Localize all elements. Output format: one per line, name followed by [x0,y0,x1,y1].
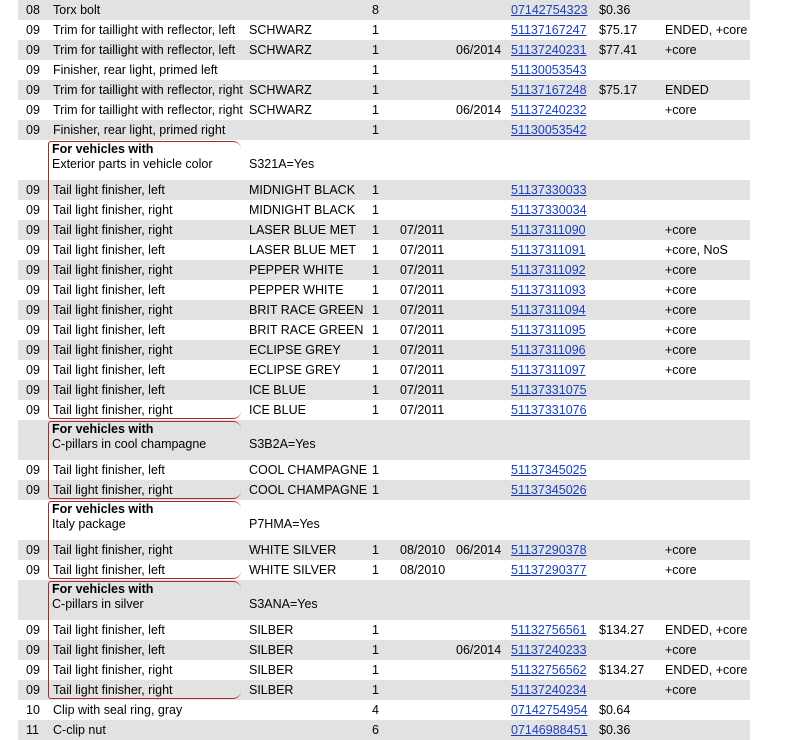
part-notes: +core [665,283,697,297]
table-row [18,220,750,240]
part-quantity: 1 [372,643,379,657]
table-row [18,680,750,700]
production-from: 07/2011 [400,263,445,277]
part-description: Tail light finisher, right [53,223,173,237]
table-row [18,660,750,680]
part-price: $75.17 [599,83,638,97]
part-color: WHITE SILVER [249,563,337,577]
part-quantity: 1 [372,83,379,97]
table-row [18,460,750,480]
part-quantity: 1 [372,683,379,697]
part-quantity: 1 [372,623,379,637]
part-number-link[interactable]: 51137311090 [511,223,586,237]
part-quantity: 1 [372,663,379,677]
part-quantity: 1 [372,463,379,477]
part-description: Tail light finisher, right [53,203,173,217]
part-notes: +core [665,323,697,337]
part-number-link[interactable]: 51137167247 [511,23,587,37]
item-number: 09 [26,23,40,37]
part-quantity: 1 [372,43,379,57]
part-description: Tail light finisher, right [53,263,173,277]
table-row [18,20,750,40]
group-header-title: For vehicles with [52,422,154,436]
production-from: 07/2011 [400,243,445,257]
table-row [18,40,750,60]
table-row [18,300,750,320]
part-number-link[interactable]: 51137290378 [511,543,587,557]
item-number: 09 [26,683,40,697]
part-notes: +core [665,563,697,577]
part-number-link[interactable]: 51130053542 [511,123,587,137]
part-description: Tail light finisher, right [53,303,173,317]
group-header-condition: Italy package [52,517,126,531]
table-row [18,80,750,100]
table-row [18,620,750,640]
part-description: Torx bolt [53,3,101,17]
part-notes: +core [665,343,697,357]
part-notes: ENDED, +core [665,663,748,677]
group-header-title: For vehicles with [52,142,154,156]
table-row [18,120,750,140]
production-from: 07/2011 [400,303,445,317]
item-number: 09 [26,183,40,197]
part-quantity: 1 [372,203,379,217]
part-quantity: 1 [372,543,379,557]
item-number: 09 [26,383,40,397]
production-from: 07/2011 [400,283,445,297]
part-description: Tail light finisher, left [53,363,165,377]
part-quantity: 4 [372,703,379,717]
item-number: 09 [26,303,40,317]
table-row [18,560,750,580]
part-description: Trim for taillight with reflector, left [53,23,236,37]
part-quantity: 1 [372,303,379,317]
part-description: Tail light finisher, right [53,683,173,697]
item-number: 09 [26,83,40,97]
part-color: MIDNIGHT BLACK [249,203,356,217]
table-row [18,100,750,120]
part-quantity: 6 [372,723,379,737]
part-number-link[interactable]: 51137311091 [511,243,586,257]
part-number-link[interactable]: 07146988451 [511,723,588,737]
item-number: 09 [26,643,40,657]
item-number: 09 [26,43,40,57]
part-description: Tail light finisher, left [53,183,165,197]
part-color: SILBER [249,623,294,637]
part-description: Trim for taillight with reflector, right [53,83,243,97]
table-row [18,180,750,200]
table-row [18,640,750,660]
part-number-link[interactable]: 51137290377 [511,563,587,577]
part-color: ICE BLUE [249,383,306,397]
item-number: 09 [26,403,40,417]
part-number-link[interactable]: 51137311097 [511,363,586,377]
part-quantity: 1 [372,343,379,357]
part-quantity: 1 [372,23,379,37]
part-color: MIDNIGHT BLACK [249,183,356,197]
item-number: 09 [26,123,40,137]
part-number-link[interactable]: 51137331075 [511,383,587,397]
production-from: 07/2011 [400,343,445,357]
production-from: 07/2011 [400,323,445,337]
part-number-link[interactable]: 51137330034 [511,203,587,217]
part-price: $75.17 [599,23,638,37]
part-price: $77.41 [599,43,638,57]
group-header-condition: C-pillars in cool champagne [52,437,207,451]
part-quantity: 1 [372,223,379,237]
part-description: Tail light finisher, left [53,383,165,397]
parts-table [18,0,750,740]
part-number-link[interactable]: 51137311094 [511,303,586,317]
part-notes: +core [665,303,697,317]
item-number: 10 [26,703,40,717]
table-row [18,480,750,500]
production-from: 07/2011 [400,383,445,397]
part-quantity: 1 [372,263,379,277]
group-header-title: For vehicles with [52,502,154,516]
part-color: SILBER [249,683,294,697]
table-row [18,540,750,560]
group-header-option-code: P7HMA=Yes [249,517,320,531]
part-description: Tail light finisher, right [53,543,173,557]
part-notes: ENDED, +core [665,623,748,637]
group-header-option-code: S3ANA=Yes [249,597,318,611]
part-quantity: 1 [372,283,379,297]
part-color: SCHWARZ [249,103,312,117]
part-price: $134.27 [599,623,645,637]
table-row [18,320,750,340]
part-notes: +core [665,43,697,57]
part-number-link[interactable]: 51137311092 [511,263,586,277]
item-number: 09 [26,223,40,237]
part-color: PEPPER WHITE [249,263,344,277]
part-description: Tail light finisher, right [53,663,173,677]
item-number: 09 [26,623,40,637]
part-description: Finisher, rear light, primed left [53,63,218,77]
part-color: SCHWARZ [249,43,312,57]
part-description: Tail light finisher, right [53,403,173,417]
part-notes: +core [665,223,697,237]
part-number-link[interactable]: 51132756562 [511,663,587,677]
part-notes: +core [665,683,697,697]
part-number-link[interactable]: 51130053543 [511,63,587,77]
table-row [18,60,750,80]
part-description: Finisher, rear light, primed right [53,123,226,137]
part-number-link[interactable]: 51137345026 [511,483,587,497]
part-number-link[interactable]: 51137167248 [511,83,587,97]
group-header-title: For vehicles with [52,582,154,596]
part-description: Trim for taillight with reflector, left [53,43,236,57]
group-header [18,420,750,460]
part-description: Tail light finisher, left [53,563,165,577]
item-number: 09 [26,243,40,257]
part-color: WHITE SILVER [249,543,337,557]
production-to: 06/2014 [456,643,502,657]
part-notes: +core [665,263,697,277]
item-number: 09 [26,543,40,557]
table-row [18,720,750,740]
part-quantity: 8 [372,3,379,17]
table-row [18,280,750,300]
table-row [18,700,750,720]
part-notes: +core [665,363,697,377]
part-quantity: 1 [372,383,379,397]
part-quantity: 1 [372,183,379,197]
part-color: SILBER [249,643,294,657]
table-row [18,240,750,260]
part-number-link[interactable]: 51137240231 [511,43,587,57]
part-color: COOL CHAMPAGNE [249,463,368,477]
part-notes: +core [665,543,697,557]
part-number-link[interactable]: 51137240233 [511,643,587,657]
part-notes: +core [665,643,697,657]
part-description: Tail light finisher, right [53,483,173,497]
part-number-link[interactable]: 51137240232 [511,103,587,117]
production-from: 07/2011 [400,363,445,377]
part-number-link[interactable]: 51137345025 [511,463,587,477]
part-price: $134.27 [599,663,645,677]
group-header [18,500,750,540]
production-from: 07/2011 [400,223,445,237]
group-header [18,580,750,620]
part-description: C-clip nut [53,723,106,737]
item-number: 09 [26,203,40,217]
group-header-option-code: S321A=Yes [249,157,315,171]
part-description: Tail light finisher, left [53,643,165,657]
part-quantity: 1 [372,103,379,117]
table-row [18,200,750,220]
part-color: COOL CHAMPAGNE [249,483,368,497]
table-row [18,400,750,420]
part-number-link[interactable]: 51137240234 [511,683,587,697]
part-quantity: 1 [372,123,379,137]
production-to: 06/2014 [456,103,502,117]
part-color: PEPPER WHITE [249,283,344,297]
part-description: Clip with seal ring, gray [53,703,183,717]
part-number-link[interactable]: 51137311096 [511,343,586,357]
part-description: Trim for taillight with reflector, right [53,103,243,117]
part-quantity: 1 [372,483,379,497]
part-description: Tail light finisher, right [53,343,173,357]
part-number-link[interactable]: 51137331076 [511,403,587,417]
part-notes: ENDED [665,83,709,97]
part-color: LASER BLUE MET [249,243,356,257]
part-number-link[interactable]: 51137330033 [511,183,587,197]
production-from: 08/2010 [400,543,446,557]
part-color: SILBER [249,663,294,677]
item-number: 09 [26,263,40,277]
part-description: Tail light finisher, left [53,283,165,297]
part-price: $0.36 [599,3,631,17]
item-number: 08 [26,3,40,17]
item-number: 09 [26,103,40,117]
item-number: 09 [26,563,40,577]
table-row [18,340,750,360]
part-quantity: 1 [372,403,379,417]
item-number: 09 [26,323,40,337]
item-number: 09 [26,283,40,297]
part-number-link[interactable]: 51137311095 [511,323,586,337]
part-description: Tail light finisher, left [53,323,165,337]
group-header-option-code: S3B2A=Yes [249,437,316,451]
part-description: Tail light finisher, left [53,243,165,257]
part-notes: ENDED, +core [665,23,748,37]
part-notes: +core [665,103,697,117]
part-color: BRIT RACE GREEN [249,323,364,337]
item-number: 09 [26,343,40,357]
table-row [18,260,750,280]
part-quantity: 1 [372,63,379,77]
part-color: LASER BLUE MET [249,223,356,237]
item-number: 09 [26,63,40,77]
table-row [18,380,750,400]
item-number: 09 [26,483,40,497]
production-from: 08/2010 [400,563,446,577]
item-number: 09 [26,663,40,677]
part-color: ECLIPSE GREY [249,343,341,357]
item-number: 09 [26,363,40,377]
group-header-condition: C-pillars in silver [52,597,144,611]
group-header [18,140,750,180]
production-to: 06/2014 [456,543,502,557]
part-color: SCHWARZ [249,23,312,37]
table-row [18,360,750,380]
part-quantity: 1 [372,363,379,377]
item-number: 09 [26,463,40,477]
part-quantity: 1 [372,243,379,257]
item-number: 11 [26,723,39,737]
part-color: ICE BLUE [249,403,306,417]
part-quantity: 1 [372,563,379,577]
part-number-link[interactable]: 07142754954 [511,703,588,717]
part-color: BRIT RACE GREEN [249,303,364,317]
part-number-link[interactable]: 51132756561 [511,623,587,637]
part-price: $0.36 [599,723,631,737]
part-number-link[interactable]: 07142754323 [511,3,588,17]
part-quantity: 1 [372,323,379,337]
part-color: ECLIPSE GREY [249,363,341,377]
part-description: Tail light finisher, left [53,463,165,477]
production-to: 06/2014 [456,43,502,57]
group-header-condition: Exterior parts in vehicle color [52,157,213,171]
part-price: $0.64 [599,703,631,717]
part-description: Tail light finisher, left [53,623,165,637]
part-number-link[interactable]: 51137311093 [511,283,586,297]
part-notes: +core, NoS [665,243,728,257]
part-color: SCHWARZ [249,83,312,97]
production-from: 07/2011 [400,403,445,417]
table-row [18,0,750,20]
